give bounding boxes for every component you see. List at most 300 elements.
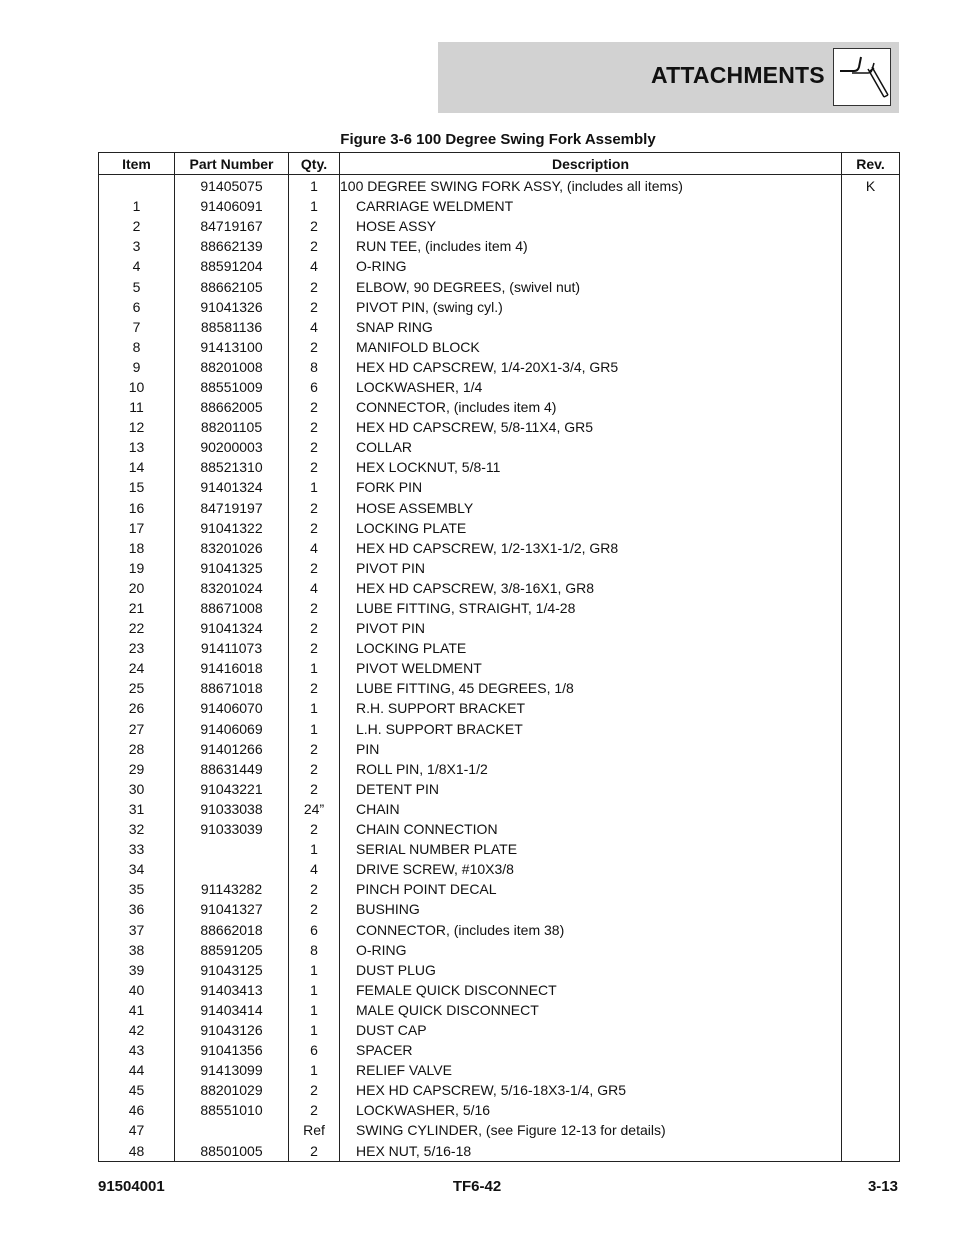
table-row <box>99 297 900 317</box>
description-cell: RUN TEE, (includes item 4) <box>340 236 842 256</box>
part-number-cell: 88671008 <box>175 598 289 618</box>
item-number-cell: 34 <box>99 859 175 879</box>
part-number-cell: 88201029 <box>175 1080 289 1100</box>
quantity-cell: 4 <box>289 859 340 879</box>
part-number-cell: 91041327 <box>175 899 289 919</box>
quantity-cell: 1 <box>289 839 340 859</box>
description-cell: DRIVE SCREW, #10X3/8 <box>340 859 842 879</box>
quantity-cell: 2 <box>289 518 340 538</box>
item-number-cell: 16 <box>99 498 175 518</box>
item-number-cell: 18 <box>99 538 175 558</box>
table-row <box>99 759 900 779</box>
quantity-cell: 4 <box>289 538 340 558</box>
table-row <box>99 879 900 899</box>
description-cell: PIVOT PIN <box>340 558 842 578</box>
part-number-cell: 91033038 <box>175 799 289 819</box>
description-cell: ELBOW, 90 DEGREES, (swivel nut) <box>340 276 842 296</box>
table-row <box>99 678 900 698</box>
revision-cell <box>842 256 900 276</box>
table-row <box>99 397 900 417</box>
table-row <box>99 256 900 276</box>
quantity-cell: 2 <box>289 1141 340 1162</box>
quantity-cell: Ref <box>289 1120 340 1140</box>
description-cell: HOSE ASSEMBLY <box>340 498 842 518</box>
revision-cell <box>842 899 900 919</box>
revision-cell <box>842 558 900 578</box>
item-number-cell: 29 <box>99 759 175 779</box>
quantity-cell: 2 <box>289 598 340 618</box>
description-cell: CHAIN CONNECTION <box>340 819 842 839</box>
quantity-cell: 2 <box>289 739 340 759</box>
part-number-cell: 91413100 <box>175 337 289 357</box>
table-row <box>99 1000 900 1020</box>
item-number-cell: 13 <box>99 437 175 457</box>
quantity-cell: 24” <box>289 799 340 819</box>
item-number-cell: 14 <box>99 457 175 477</box>
description-cell: LOCKWASHER, 5/16 <box>340 1100 842 1120</box>
item-number-cell: 24 <box>99 658 175 678</box>
revision-cell <box>842 498 900 518</box>
quantity-cell: 2 <box>289 879 340 899</box>
description-cell: FORK PIN <box>340 477 842 497</box>
item-number-cell: 45 <box>99 1080 175 1100</box>
part-number-cell: 91403414 <box>175 1000 289 1020</box>
description-cell: MALE QUICK DISCONNECT <box>340 1000 842 1020</box>
part-number-cell: 84719197 <box>175 498 289 518</box>
quantity-cell: 2 <box>289 779 340 799</box>
revision-cell <box>842 678 900 698</box>
quantity-cell: 2 <box>289 337 340 357</box>
model-code: TF6-42 <box>452 1178 502 1195</box>
revision-cell <box>842 196 900 216</box>
part-number-cell: 91413099 <box>175 1060 289 1080</box>
table-row <box>99 698 900 718</box>
table-row <box>99 1141 900 1162</box>
description-cell: HEX HD CAPSCREW, 5/8-11X4, GR5 <box>340 417 842 437</box>
revision-cell <box>842 276 900 296</box>
table-row <box>99 960 900 980</box>
part-number-cell: 91143282 <box>175 879 289 899</box>
item-number-cell: 42 <box>99 1020 175 1040</box>
quantity-cell: 8 <box>289 357 340 377</box>
item-number-cell: 23 <box>99 638 175 658</box>
description-cell: CHAIN <box>340 799 842 819</box>
table-row <box>99 598 900 618</box>
description-cell: SWING CYLINDER, (see Figure 12-13 for details) <box>340 1120 842 1140</box>
item-number-cell: 31 <box>99 799 175 819</box>
item-number-cell: 2 <box>99 216 175 236</box>
part-number-cell <box>175 859 289 879</box>
table-row <box>99 357 900 377</box>
quantity-cell: 2 <box>289 498 340 518</box>
quantity-cell: 1 <box>289 175 340 197</box>
revision-cell <box>842 297 900 317</box>
item-number-cell: 7 <box>99 317 175 337</box>
part-number-cell: 91043126 <box>175 1020 289 1040</box>
revision-cell <box>842 1120 900 1140</box>
description-cell: PIN <box>340 739 842 759</box>
table-row <box>99 819 900 839</box>
table-row <box>99 658 900 678</box>
part-number-cell: 91405075 <box>175 175 289 197</box>
revision-cell <box>842 1040 900 1060</box>
quantity-cell: 1 <box>289 698 340 718</box>
part-number-cell: 88521310 <box>175 457 289 477</box>
part-number-cell: 88201008 <box>175 357 289 377</box>
description-cell: O-RING <box>340 256 842 276</box>
part-number-cell: 88551010 <box>175 1100 289 1120</box>
table-row <box>99 518 900 538</box>
item-number-cell: 48 <box>99 1141 175 1162</box>
item-number-cell: 41 <box>99 1000 175 1020</box>
description-cell: PIVOT PIN <box>340 618 842 638</box>
item-number-cell: 28 <box>99 739 175 759</box>
quantity-cell: 1 <box>289 960 340 980</box>
part-number-cell: 91041356 <box>175 1040 289 1060</box>
quantity-cell: 6 <box>289 1040 340 1060</box>
item-number-cell: 33 <box>99 839 175 859</box>
table-row <box>99 337 900 357</box>
description-cell: SNAP RING <box>340 317 842 337</box>
table-row <box>99 980 900 1000</box>
part-number-cell: 90200003 <box>175 437 289 457</box>
quantity-cell: 4 <box>289 317 340 337</box>
table-row <box>99 477 900 497</box>
item-number-cell: 44 <box>99 1060 175 1080</box>
table-header-row <box>99 153 900 175</box>
description-cell: HEX HD CAPSCREW, 1/2-13X1-1/2, GR8 <box>340 538 842 558</box>
table-row <box>99 739 900 759</box>
item-number-cell: 43 <box>99 1040 175 1060</box>
quantity-cell: 1 <box>289 1060 340 1080</box>
item-number-cell: 9 <box>99 357 175 377</box>
revision-cell <box>842 1100 900 1120</box>
item-number-cell: 30 <box>99 779 175 799</box>
table-row <box>99 940 900 960</box>
description-cell: MANIFOLD BLOCK <box>340 337 842 357</box>
item-number-cell: 21 <box>99 598 175 618</box>
description-cell: LOCKWASHER, 1/4 <box>340 377 842 397</box>
part-number-cell: 91041326 <box>175 297 289 317</box>
table-row <box>99 236 900 256</box>
table-row <box>99 276 900 296</box>
description-cell: PINCH POINT DECAL <box>340 879 842 899</box>
table-row <box>99 859 900 879</box>
description-cell: ROLL PIN, 1/8X1-1/2 <box>340 759 842 779</box>
quantity-cell: 1 <box>289 719 340 739</box>
description-cell: CONNECTOR, (includes item 4) <box>340 397 842 417</box>
description-cell: DUST PLUG <box>340 960 842 980</box>
item-number-cell: 26 <box>99 698 175 718</box>
part-number-cell: 91041324 <box>175 618 289 638</box>
item-number-cell: 36 <box>99 899 175 919</box>
revision-cell <box>842 759 900 779</box>
part-number-cell: 84719167 <box>175 216 289 236</box>
part-number-cell: 88631449 <box>175 759 289 779</box>
quantity-cell: 2 <box>289 216 340 236</box>
quantity-cell: 2 <box>289 1100 340 1120</box>
item-number-cell: 12 <box>99 417 175 437</box>
part-number-cell: 91043125 <box>175 960 289 980</box>
table-row <box>99 457 900 477</box>
description-cell: BUSHING <box>340 899 842 919</box>
item-number-cell: 25 <box>99 678 175 698</box>
page-number: 3-13 <box>867 1178 898 1195</box>
item-number-cell: 39 <box>99 960 175 980</box>
table-row <box>99 1080 900 1100</box>
description-cell: RELIEF VALVE <box>340 1060 842 1080</box>
revision-cell <box>842 698 900 718</box>
part-number-cell: 88662018 <box>175 919 289 939</box>
revision-cell <box>842 779 900 799</box>
revision-cell <box>842 879 900 899</box>
revision-cell <box>842 457 900 477</box>
item-number-cell: 19 <box>99 558 175 578</box>
description-cell: HEX HD CAPSCREW, 3/8-16X1, GR8 <box>340 578 842 598</box>
part-number-cell: 88662139 <box>175 236 289 256</box>
revision-cell <box>842 1020 900 1040</box>
part-number-cell: 91043221 <box>175 779 289 799</box>
quantity-cell: 2 <box>289 819 340 839</box>
description-cell: CONNECTOR, (includes item 38) <box>340 919 842 939</box>
item-number-cell: 47 <box>99 1120 175 1140</box>
item-number-cell: 1 <box>99 196 175 216</box>
column-header-description: Description <box>340 153 842 175</box>
table-row <box>99 175 900 197</box>
part-number-cell: 88671018 <box>175 678 289 698</box>
revision-cell <box>842 1060 900 1080</box>
item-number-cell: 46 <box>99 1100 175 1120</box>
item-number-cell: 6 <box>99 297 175 317</box>
column-header-part-number: Part Number <box>175 153 289 175</box>
item-number-cell: 32 <box>99 819 175 839</box>
table-row <box>99 899 900 919</box>
quantity-cell: 2 <box>289 638 340 658</box>
table-row <box>99 417 900 437</box>
description-cell: HEX LOCKNUT, 5/8-11 <box>340 457 842 477</box>
revision-cell <box>842 477 900 497</box>
quantity-cell: 2 <box>289 678 340 698</box>
table-row <box>99 196 900 216</box>
revision-cell <box>842 437 900 457</box>
revision-cell <box>842 799 900 819</box>
part-number-cell <box>175 839 289 859</box>
quantity-cell: 1 <box>289 196 340 216</box>
quantity-cell: 6 <box>289 919 340 939</box>
table-row <box>99 558 900 578</box>
description-cell: LOCKING PLATE <box>340 518 842 538</box>
quantity-cell: 1 <box>289 1020 340 1040</box>
quantity-cell: 2 <box>289 397 340 417</box>
revision-cell <box>842 618 900 638</box>
item-number-cell: 11 <box>99 397 175 417</box>
quantity-cell: 2 <box>289 618 340 638</box>
quantity-cell: 2 <box>289 437 340 457</box>
quantity-cell: 2 <box>289 297 340 317</box>
table-row <box>99 799 900 819</box>
part-number-cell <box>175 1120 289 1140</box>
revision-cell <box>842 377 900 397</box>
revision-cell <box>842 518 900 538</box>
item-number-cell: 20 <box>99 578 175 598</box>
description-cell: L.H. SUPPORT BRACKET <box>340 719 842 739</box>
description-cell: FEMALE QUICK DISCONNECT <box>340 980 842 1000</box>
part-number-cell: 88591204 <box>175 256 289 276</box>
table-row <box>99 1020 900 1040</box>
description-cell: O-RING <box>340 940 842 960</box>
quantity-cell: 8 <box>289 940 340 960</box>
revision-cell <box>842 1080 900 1100</box>
item-number-cell <box>99 175 175 197</box>
quantity-cell: 2 <box>289 759 340 779</box>
description-cell: DUST CAP <box>340 1020 842 1040</box>
part-number-cell: 91406091 <box>175 196 289 216</box>
revision-cell <box>842 980 900 1000</box>
table-row <box>99 638 900 658</box>
quantity-cell: 1 <box>289 477 340 497</box>
revision-cell <box>842 236 900 256</box>
table-row <box>99 1100 900 1120</box>
part-number-cell: 91033039 <box>175 819 289 839</box>
quantity-cell: 2 <box>289 417 340 437</box>
item-number-cell: 37 <box>99 919 175 939</box>
part-number-cell: 91411073 <box>175 638 289 658</box>
revision-cell <box>842 216 900 236</box>
quantity-cell: 1 <box>289 980 340 1000</box>
revision-cell <box>842 940 900 960</box>
quantity-cell: 2 <box>289 276 340 296</box>
figure-title: Figure 3-6 100 Degree Swing Fork Assembly <box>340 131 656 148</box>
revision-cell <box>842 1141 900 1162</box>
part-number-cell: 83201024 <box>175 578 289 598</box>
description-cell: LUBE FITTING, 45 DEGREES, 1/8 <box>340 678 842 698</box>
description-cell: LUBE FITTING, STRAIGHT, 1/4-28 <box>340 598 842 618</box>
revision-cell <box>842 658 900 678</box>
quantity-cell: 1 <box>289 1000 340 1020</box>
part-number-cell: 88501005 <box>175 1141 289 1162</box>
revision-cell <box>842 337 900 357</box>
part-number-cell: 91041322 <box>175 518 289 538</box>
revision-cell <box>842 819 900 839</box>
table-row <box>99 618 900 638</box>
quantity-cell: 2 <box>289 558 340 578</box>
description-cell: HOSE ASSY <box>340 216 842 236</box>
part-number-cell: 83201026 <box>175 538 289 558</box>
fork-attachment-icon <box>833 48 891 106</box>
quantity-cell: 4 <box>289 256 340 276</box>
description-cell: HEX HD CAPSCREW, 5/16-18X3-1/4, GR5 <box>340 1080 842 1100</box>
part-number-cell: 88581136 <box>175 317 289 337</box>
part-number-cell: 88662005 <box>175 397 289 417</box>
revision-cell <box>842 538 900 558</box>
item-number-cell: 22 <box>99 618 175 638</box>
revision-cell <box>842 839 900 859</box>
table-row <box>99 1040 900 1060</box>
description-cell: SERIAL NUMBER PLATE <box>340 839 842 859</box>
description-cell: PIVOT PIN, (swing cyl.) <box>340 297 842 317</box>
table-row <box>99 216 900 236</box>
item-number-cell: 3 <box>99 236 175 256</box>
revision-cell <box>842 317 900 337</box>
item-number-cell: 4 <box>99 256 175 276</box>
part-number-cell: 88551009 <box>175 377 289 397</box>
part-number-cell: 91403413 <box>175 980 289 1000</box>
revision-cell <box>842 919 900 939</box>
part-number-cell: 91401266 <box>175 739 289 759</box>
part-number-cell: 91406070 <box>175 698 289 718</box>
item-number-cell: 10 <box>99 377 175 397</box>
column-header-item: Item <box>99 153 175 175</box>
table-row <box>99 317 900 337</box>
parts-table-body <box>99 175 900 1162</box>
description-cell: SPACER <box>340 1040 842 1060</box>
part-number-cell: 91416018 <box>175 658 289 678</box>
table-row <box>99 538 900 558</box>
quantity-cell: 2 <box>289 899 340 919</box>
document-number: 91504001 <box>98 1178 165 1195</box>
revision-cell <box>842 859 900 879</box>
revision-cell <box>842 417 900 437</box>
table-row <box>99 377 900 397</box>
description-cell: CARRIAGE WELDMENT <box>340 196 842 216</box>
table-row <box>99 919 900 939</box>
table-row <box>99 1120 900 1140</box>
item-number-cell: 8 <box>99 337 175 357</box>
revision-cell <box>842 719 900 739</box>
quantity-cell: 1 <box>289 658 340 678</box>
revision-cell <box>842 739 900 759</box>
item-number-cell: 35 <box>99 879 175 899</box>
quantity-cell: 4 <box>289 578 340 598</box>
parts-table <box>98 152 900 1162</box>
table-row <box>99 498 900 518</box>
revision-cell <box>842 578 900 598</box>
quantity-cell: 2 <box>289 1080 340 1100</box>
description-cell: COLLAR <box>340 437 842 457</box>
item-number-cell: 17 <box>99 518 175 538</box>
quantity-cell: 6 <box>289 377 340 397</box>
revision-cell: K <box>842 175 900 197</box>
item-number-cell: 5 <box>99 276 175 296</box>
revision-cell <box>842 357 900 377</box>
part-number-cell: 91401324 <box>175 477 289 497</box>
description-cell: DETENT PIN <box>340 779 842 799</box>
column-header-qty: Qty. <box>289 153 340 175</box>
quantity-cell: 2 <box>289 236 340 256</box>
column-header-rev: Rev. <box>842 153 900 175</box>
description-cell: HEX HD CAPSCREW, 1/4-20X1-3/4, GR5 <box>340 357 842 377</box>
part-number-cell: 88591205 <box>175 940 289 960</box>
revision-cell <box>842 960 900 980</box>
description-cell: LOCKING PLATE <box>340 638 842 658</box>
section-title: ATTACHMENTS <box>651 62 825 88</box>
description-cell: R.H. SUPPORT BRACKET <box>340 698 842 718</box>
description-cell: 100 DEGREE SWING FORK ASSY, (includes all items) <box>340 175 842 197</box>
part-number-cell: 88662105 <box>175 276 289 296</box>
quantity-cell: 2 <box>289 457 340 477</box>
table-row <box>99 779 900 799</box>
part-number-cell: 91041325 <box>175 558 289 578</box>
revision-cell <box>842 598 900 618</box>
description-cell: PIVOT WELDMENT <box>340 658 842 678</box>
table-row <box>99 1060 900 1080</box>
revision-cell <box>842 638 900 658</box>
part-number-cell: 88201105 <box>175 417 289 437</box>
table-row <box>99 719 900 739</box>
description-cell: HEX NUT, 5/16-18 <box>340 1141 842 1162</box>
table-row <box>99 437 900 457</box>
item-number-cell: 15 <box>99 477 175 497</box>
